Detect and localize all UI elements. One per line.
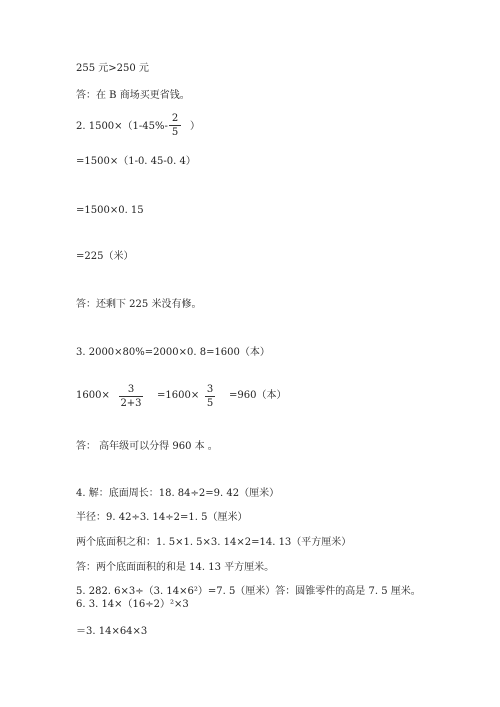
step-line-2: =1500×0. 15 <box>76 205 144 216</box>
problem-4-line: 4. 解：底面周长：18. 84÷2=9. 42（厘米） <box>76 488 280 499</box>
problem-5-line: 5. 282. 6×3÷（3. 14×6²）=7. 5（厘米）答：圆锥零件的高是 7. 5 厘米。 <box>76 586 421 597</box>
fraction-two-fifths <box>169 113 181 138</box>
fraction-denominator: 5 <box>206 398 214 409</box>
problem-3-calc-start: 1600× <box>76 390 110 401</box>
fraction-denominator: 2+3 <box>120 398 142 409</box>
problem-6-line: 6. 3. 14×（16÷2）²×3 <box>76 599 189 610</box>
fraction-three-fifths <box>205 384 215 409</box>
step-line-3: =225（米） <box>76 251 134 262</box>
answer-line-3: 答： 高年级可以分得 960 本 。 <box>76 441 218 452</box>
answer-line-1: 答：在 B 商场买更省钱。 <box>76 90 190 101</box>
fraction-bar <box>119 396 143 397</box>
problem-2-line <box>76 121 168 133</box>
problem-2-prefix: 2. 1500×（1-45%- <box>76 121 168 132</box>
problem-6-step: ＝3. 14×64×3 <box>76 626 148 637</box>
fraction-bar <box>205 396 215 397</box>
fraction-numerator: 3 <box>206 384 214 395</box>
problem-3-calc-mid: =1600× <box>157 390 200 401</box>
problem-3-line: 3. 2000×80%=2000×0. 8=1600（本） <box>76 347 270 358</box>
radius-line: 半径：9. 42÷3. 14÷2=1. 5（厘米） <box>76 512 248 523</box>
area-sum-line: 两个底面积之和：1. 5×1. 5×3. 14×2=14. 13（平方厘米） <box>76 537 352 548</box>
fraction-bar <box>169 125 181 126</box>
fraction-numerator: 3 <box>127 384 135 395</box>
problem-3-calc-end: =960（本） <box>229 390 287 401</box>
fraction-denominator: 5 <box>171 127 179 138</box>
comparison-line: 255 元>250 元 <box>76 63 149 74</box>
problem-2-close-paren: ） <box>190 121 200 132</box>
answer-line-4: 答：两个底面面积的和是 14. 13 平方厘米。 <box>76 562 275 573</box>
fraction-numerator: 2 <box>171 113 179 124</box>
answer-line-2: 答：还剩下 225 米没有修。 <box>76 299 202 310</box>
fraction-three-over-two-plus-three <box>119 384 143 409</box>
step-line-1: =1500×（1-0. 45-0. 4） <box>76 156 196 167</box>
